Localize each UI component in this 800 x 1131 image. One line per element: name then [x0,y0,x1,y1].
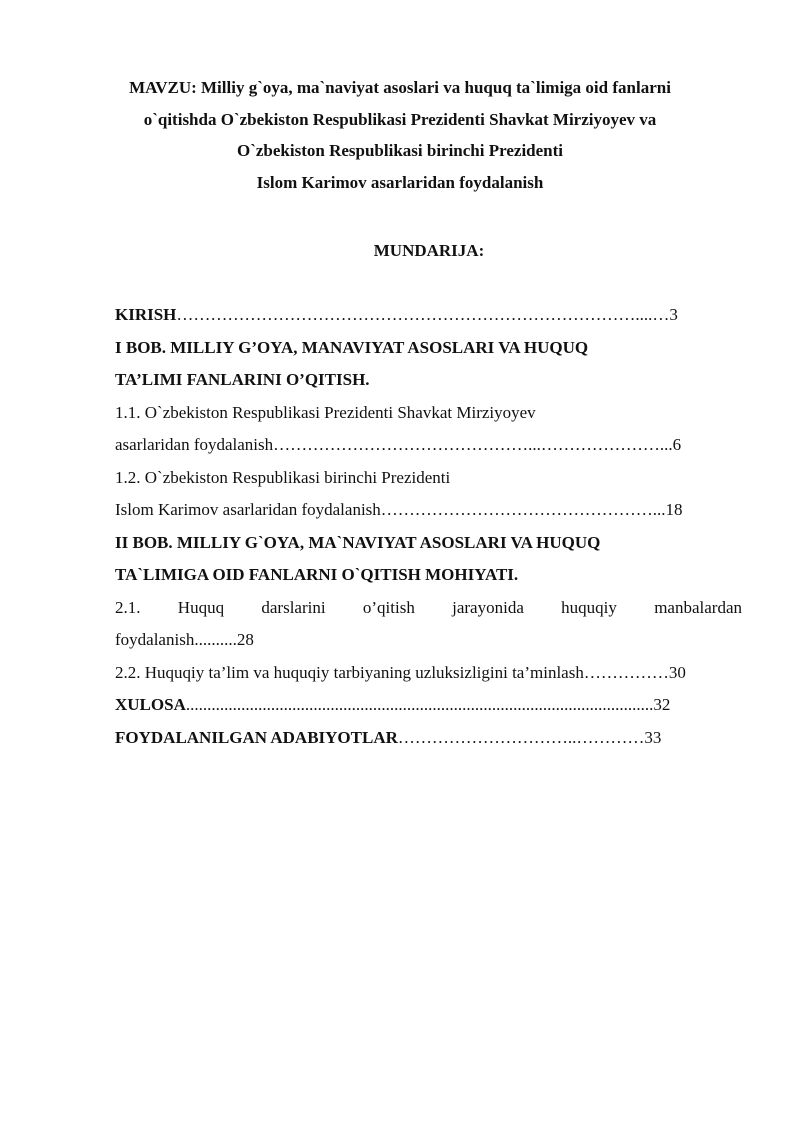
toc-section-2-1-word: huquqiy [561,597,617,617]
title-line-4: Islom Karimov asarlaridan foydalanish [256,172,544,192]
toc-section-2-1-word: o’qitish [362,597,415,617]
toc-chapter-2-line-1: II BOB. MILLIY G`OYA, MA`NAVIYAT ASOSLARI VA HUQUQ [115,532,601,552]
toc-entry-kirish-leader: ………………………………………………………………………....…3 [176,305,678,324]
contents-heading: MUNDARIJA: [373,241,485,260]
title-line-3: O`zbekiston Respublikasi birinchi Prezidenti [236,141,564,160]
toc-entry-xulosa-leader: ..............................................................................................................32 [185,695,671,714]
title-line-1: MAVZU: Milliy g`oya, ma`naviyat asoslari va huquq ta`limiga oid fanlarni [129,78,671,97]
toc-chapter-1-line-2: TA’LIMI FANLARINI O’QITISH. [115,370,370,389]
document-title [0,72,800,198]
toc-section-2-1-word: darslarini [261,597,326,617]
toc-section-1-1-line-1: 1.1. O`zbekiston Respublikasi Prezidenti Shavkat Mirziyoyev [115,402,536,422]
toc-entry-bibliography-leader: …………………………..…………33 [397,727,662,747]
toc-section-2-1-word: Huquq [177,597,225,617]
toc-section-1-2-line-1: 1.2. O`zbekiston Respublikasi birinchi Prezidenti [115,467,451,487]
toc-entry-xulosa-label: XULOSA [115,695,186,714]
toc-section-2-1-word: jarayonida [452,597,524,617]
toc-section-2-2: 2.2. Huquqiy ta’lim va huquqiy tarbiyaning uzluksizligini ta’minlash……………30 [115,662,686,682]
toc-section-1-2-line-2: Islom Karimov asarlaridan foydalanish…………………………………………...18 [115,500,683,519]
toc-section-2-1-word: manbalardan [654,597,742,617]
toc-entry-kirish-label: KIRISH [115,305,177,324]
toc-entry-bibliography-label: FOYDALANILGAN ADABIYOTLAR [115,727,398,747]
toc-entry-bibliography [115,722,742,755]
toc-section-1-1-line-2: asarlaridan foydalanish………………………………………...…………………...6 [115,435,682,454]
toc-section-2-1-line-2: foydalanish..........28 [115,630,254,649]
toc-entry-xulosa [115,689,742,722]
table-of-contents [115,299,742,754]
toc-chapter-1-line-1: I BOB. MILLIY G’OYA, MANAVIYAT ASOSLARI VA HUQUQ [115,337,589,357]
toc-chapter-2-line-2: TA`LIMIGA OID FANLARNI O`QITISH MOHIYATI. [115,565,519,584]
toc-section-2-1-line-1 [115,592,742,625]
toc-section-2-1-word: 2.1. [115,597,141,617]
toc-entry-kirish [115,299,742,332]
title-line-2: o`qitishda O`zbekiston Respublikasi Prezidenti Shavkat Mirziyoyev va [143,109,657,129]
